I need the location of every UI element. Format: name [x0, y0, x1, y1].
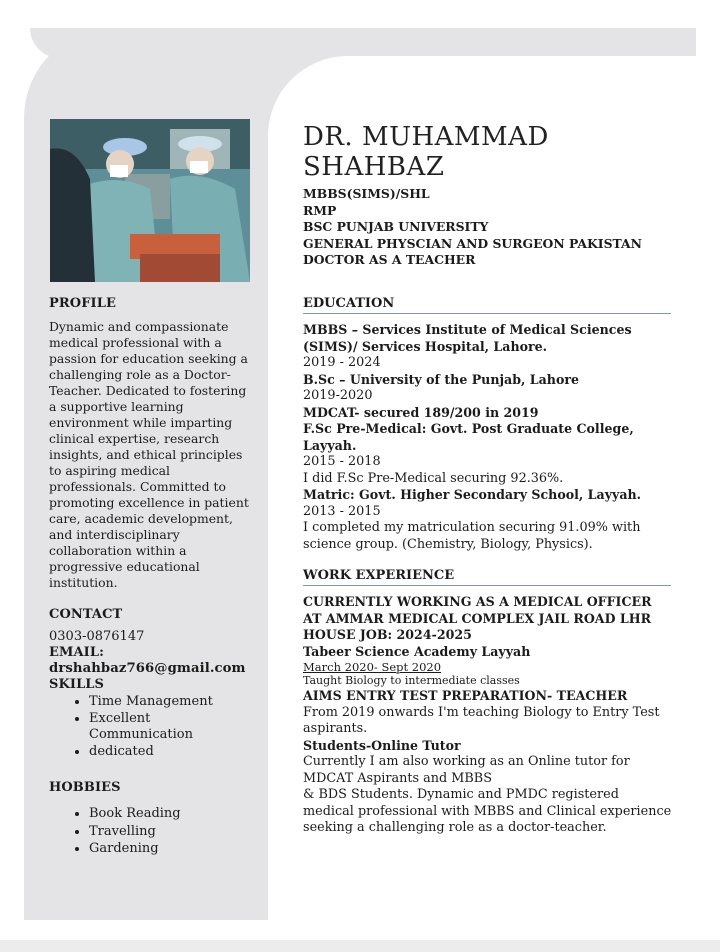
- contact-section: [49, 607, 249, 760]
- work-online-note-2: & BDS Students. Dynamic and PMDC registered medical professional with MBBS and Clinical experience seeking a challenging role as a doctor-teacher.: [303, 787, 672, 835]
- profile-text: Dynamic and compassionate medical professional with a passion for education seeking a challenging role as a Doctor-Teacher. Dedicated to fostering a supportive learning environment while imparting clinical expertise, research insights, and ethical principles to aspiring medical professionals. Committed to promoting excellence in patient care, academic development, and interdisciplinary collaboration within a progressive educational institution.: [49, 319, 249, 590]
- credential-line: BSC PUNJAB UNIVERSITY: [303, 219, 489, 234]
- work-online-note-1: Currently I am also working as an Online tutor for MDCAT Aspirants and MBBS: [303, 754, 630, 786]
- work-house-job: HOUSE JOB: 2024-2025: [303, 627, 472, 642]
- edu-fsc-years: 2015 - 2018: [303, 454, 381, 469]
- edu-fsc-note: I did F.Sc Pre-Medical securing 92.36%.: [303, 470, 564, 486]
- skill-item: • Excellent Communication: [89, 711, 249, 743]
- credential-line: GENERAL PHYSCIAN AND SURGEON PAKISTAN: [303, 235, 642, 251]
- education-heading: EDUCATION: [303, 295, 671, 314]
- work-tabeer: Tabeer Science Academy Layyah: [303, 643, 531, 659]
- edu-matric-note: I completed my matriculation securing 91.09% with science group. (Chemistry, Biology, Physics).: [303, 520, 641, 552]
- skills-heading: SKILLS: [49, 677, 105, 692]
- work-tabeer-note: Taught Biology to intermediate classes: [303, 674, 520, 687]
- edu-mbbs-years: 2019 - 2024: [303, 355, 381, 370]
- hobbies-section: [49, 780, 249, 858]
- edu-bsc-years: 2019-2020: [303, 388, 373, 403]
- hobbies-heading: HOBBIES: [49, 780, 121, 795]
- work-aims: AIMS ENTRY TEST PREPARATION- TEACHER: [303, 688, 628, 703]
- profile-photo: [50, 119, 250, 282]
- edu-matric: Matric: Govt. Higher Secondary School, Layyah.: [303, 487, 642, 502]
- skill-item: • dedicated: [89, 743, 249, 761]
- work-aims-note: From 2019 onwards I'm teaching Biology to Entry Test aspirants.: [303, 704, 660, 736]
- contact-email-label: EMAIL:: [49, 645, 105, 660]
- credential-line: RMP: [303, 202, 337, 218]
- edu-mdcat: MDCAT- secured 189/200 in 2019: [303, 404, 539, 420]
- skill-item: • Time Management: [89, 693, 249, 711]
- credential-line: MBBS(SIMS)/SHL: [303, 186, 430, 201]
- credential-line: DOCTOR AS A TEACHER: [303, 252, 476, 267]
- work-section: [303, 567, 673, 837]
- contact-phone: 0303-0876147: [49, 629, 145, 644]
- contact-heading: CONTACT: [49, 607, 123, 622]
- header-block: [303, 122, 673, 269]
- work-current: CURRENTLY WORKING AS A MEDICAL OFFICER AT AMMAR MEDICAL COMPLEX JAIL ROAD LHR: [303, 594, 652, 626]
- edu-mbbs: MBBS – Services Institute of Medical Sciences (SIMS)/ Services Hospital, Lahore.: [303, 322, 632, 354]
- edu-matric-years: 2013 - 2015: [303, 503, 381, 519]
- candidate-name: DR. MUHAMMAD SHAHBAZ: [303, 122, 549, 182]
- work-heading: WORK EXPERIENCE: [303, 567, 671, 586]
- work-online: Students-Online Tutor: [303, 737, 461, 753]
- contact-email[interactable]: drshahbaz766@gmail.com: [49, 661, 246, 676]
- edu-bsc: B.Sc – University of the Punjab, Lahore: [303, 371, 580, 387]
- hobby-item: • Travelling: [89, 823, 249, 841]
- hobby-item: • Gardening: [89, 840, 249, 858]
- credentials: [303, 186, 673, 269]
- skills-list: [49, 693, 249, 760]
- work-tabeer-dates: March 2020- Sept 2020: [303, 660, 442, 674]
- hobbies-list: [49, 805, 249, 858]
- hobby-item: • Book Reading: [89, 805, 249, 823]
- profile-heading: PROFILE: [49, 296, 116, 311]
- edu-fsc: F.Sc Pre-Medical: Govt. Post Graduate College, Layyah.: [303, 421, 634, 453]
- page-bottom-edge: [0, 940, 720, 952]
- education-section: [303, 295, 673, 553]
- profile-section: [49, 296, 249, 591]
